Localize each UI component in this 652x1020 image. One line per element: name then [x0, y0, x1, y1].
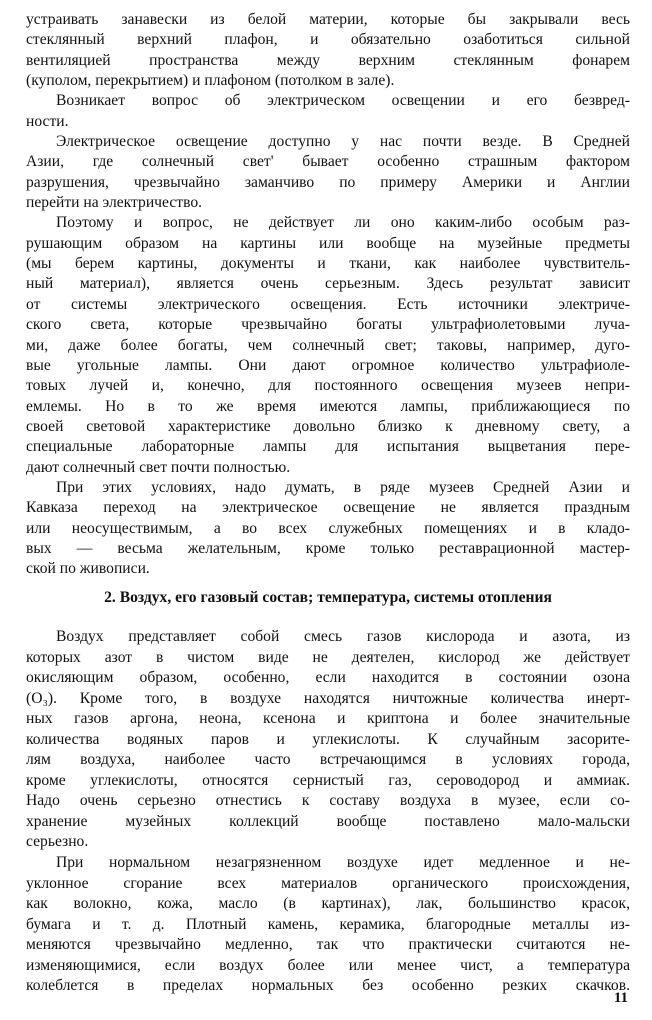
text-line: ми, даже более богаты, чем солнечный свет; таковы, например, дуго-: [26, 336, 630, 354]
text-line: Азии, где солнечный свет' бывает особенно страшным фактором: [26, 153, 630, 171]
text-line: от системы электрического освещения. Есть источники электриче-: [26, 295, 630, 313]
text-line: стеклянный верхний плафон, и обязательно озаботиться сильной: [26, 31, 630, 49]
page-number: 11: [613, 990, 628, 1006]
text-line: ской по живописи.: [26, 560, 150, 578]
text-line: колеблется в пределах нормальных без особенно резких скачков.: [26, 977, 630, 995]
text-line: своей световой характеристике довольно близко к дневному свету, а: [26, 417, 630, 435]
text-line: перейти на электричество.: [26, 194, 203, 212]
text-line: ского света, которые чрезвычайно богаты ультрафиолетовыми луча-: [26, 316, 630, 334]
text-line: изменяющимися, если воздух более или менее чист, а температура: [26, 956, 630, 974]
section-heading: 2. Воздух, его газовый состав; температура, системы отопления: [104, 589, 552, 606]
text-line: Надо очень серьезно отнестись к составу воздуха в музее, если со-: [26, 792, 630, 810]
text-line: хранение музейных коллекций вообще поставлено мало-мальски: [26, 812, 630, 830]
text-line: уклонное сгорание всех материалов органического происхождения,: [26, 874, 630, 892]
text-line: как волокно, кожа, масло (в картинах), лак, большинство красок,: [26, 895, 630, 913]
text-line: вых — весьма желательным, кроме только реставрационной мастер-: [26, 539, 630, 557]
text-line: товых лучей и, конечно, для постоянного освещения музеев непри-: [26, 377, 630, 395]
text-line: или неосуществимым, а во всех служебных помещениях и в кладо-: [26, 519, 630, 537]
text-line: (мы берем картины, документы и ткани, как наиболее чувствитель-: [26, 255, 630, 273]
text-line: Электрическое освещение доступно у нас почти везде. В Средней: [56, 133, 630, 151]
text-line: серьезно.: [26, 833, 89, 851]
text-line: вентиляцией пространства между верхним стеклянным фонарем: [26, 51, 630, 69]
text-line: Воздух представляет собой смесь газов кислорода и азота, из: [56, 628, 630, 645]
body-text-section-1: [26, 10, 630, 580]
text-line: (куполом, перекрытием) и плафоном (потолком в зале).: [26, 72, 395, 90]
text-line: Кавказа переход на электрическое освещение не является праздным: [26, 499, 630, 517]
text-line: количества водяных паров и углекислоты. К случайным засорите-: [26, 730, 630, 748]
text-line: устраивать занавески из белой материи, которые бы закрывали весь: [26, 11, 630, 28]
text-line: вые угольные лампы. Они дают огромное количество ультрафиолe-: [26, 356, 630, 374]
text-line: кроме углекислоты, относятся сернистый газ, сероводород и аммиак.: [26, 771, 630, 789]
text-line: рушающим образом на картины или вообще на музейные предметы: [26, 234, 630, 252]
text-line: ных газов аргона, неона, ксенона и криптона и более значительные: [26, 710, 630, 728]
body-text-section-2: [26, 627, 630, 997]
text-line: Поэтому и вопрос, не действует ли оно каким-либо особым раз-: [56, 214, 630, 232]
text-line: специальные лабораторные лампы для испытания выцветания пере-: [26, 438, 630, 456]
text-line: меняются чрезвычайно медленно, так что практически считаются не-: [26, 936, 630, 954]
text-line: окисляющим образом, особенно, если находится в состоянии озона: [26, 669, 630, 687]
text-line: (O₃). Кроме того, в воздухе находятся ничтожные количества инерт-: [26, 689, 630, 707]
text-line: лям воздуха, наиболее часто встречающимся в условиях города,: [26, 751, 630, 769]
text-line: ный материал), является очень серьезным. Здесь результат зависит: [26, 275, 630, 293]
text-line: бумага и т. д. Плотный камень, керамика, благородные металлы из-: [26, 915, 630, 933]
text-line: ности.: [26, 112, 69, 130]
text-line: При этих условиях, надо думать, в ряде музеев Средней Азии и: [56, 478, 630, 496]
text-line: емлемы. Но в то же время имеются лампы, приближающиеся по: [26, 397, 630, 415]
text-line: дают солнечный свет почти полностью.: [26, 458, 291, 476]
text-line: разрушения, чрезвычайно заманчиво по примеру Америки и Англии: [26, 173, 630, 191]
text-line: При нормальном незагрязненном воздухе идет медленное и не-: [56, 854, 630, 872]
text-line: которых азот в чистом виде не деятелен, кислород же действует: [26, 648, 630, 666]
text-line: Возникает вопрос об электрическом освещении и его безвред-: [56, 92, 630, 110]
